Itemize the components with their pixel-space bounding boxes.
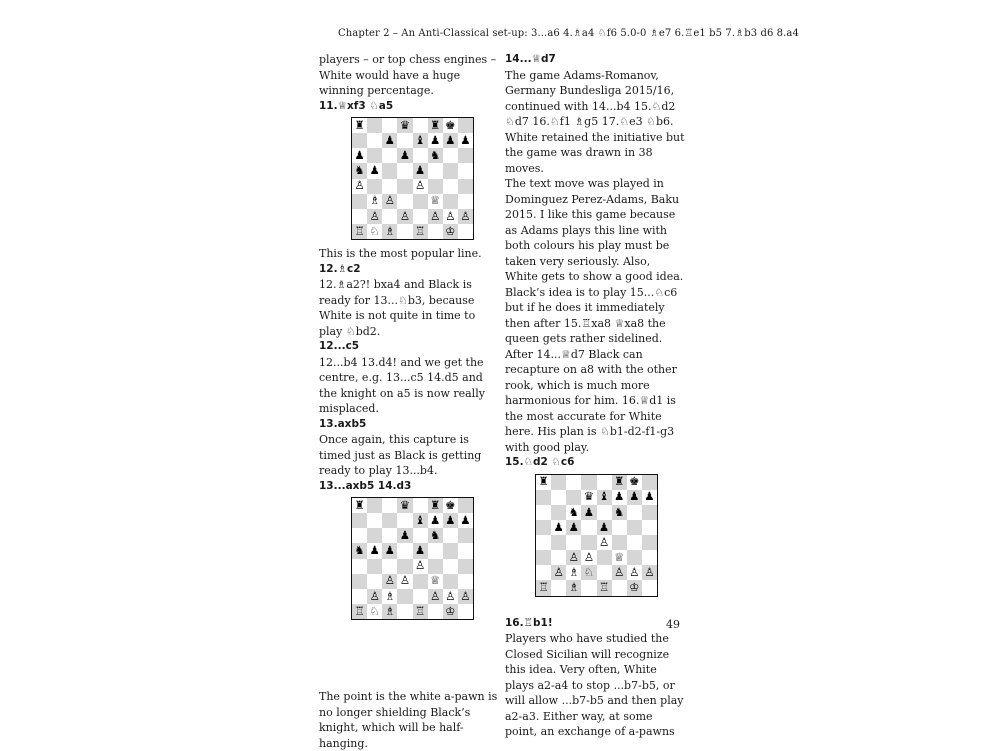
board-square: ♙ bbox=[382, 194, 397, 209]
board-square: ♙ bbox=[413, 179, 428, 194]
board-square: ♘ bbox=[581, 565, 596, 580]
board-square: ♙ bbox=[413, 559, 428, 574]
board-square bbox=[413, 209, 428, 224]
board-square bbox=[612, 580, 627, 595]
board-square bbox=[352, 194, 367, 209]
board-square bbox=[551, 535, 566, 550]
board-square bbox=[597, 550, 612, 565]
board-square bbox=[566, 535, 581, 550]
board-square: ♔ bbox=[627, 580, 642, 595]
paragraph: 12...b4 13.d4! and we get the centre, e.g. 13...c5 14.d5 and the knight on a5 is now really misplaced. bbox=[319, 355, 485, 415]
board-square bbox=[428, 163, 443, 178]
board-square: ♟ bbox=[443, 133, 458, 148]
board-square bbox=[536, 535, 551, 550]
move-heading: 15.♘d2 ♘c6 bbox=[505, 456, 575, 468]
paragraph: 12.♗a2?! bxa4 and Black is ready for 13...♘b3, because White is not quite in time to play ♘bd2. bbox=[319, 278, 476, 338]
board-square bbox=[397, 163, 412, 178]
board-square: ♟ bbox=[428, 133, 443, 148]
board-square: ♙ bbox=[352, 179, 367, 194]
board-square bbox=[367, 513, 382, 528]
board-square: ♟ bbox=[367, 163, 382, 178]
board-square: ♙ bbox=[428, 209, 443, 224]
move-heading: 16.♖b1! bbox=[505, 616, 553, 629]
board-square bbox=[458, 604, 473, 619]
chess-diagram-1 bbox=[351, 117, 474, 240]
board-square: ♝ bbox=[413, 133, 428, 148]
board-square bbox=[627, 535, 642, 550]
board-square bbox=[367, 574, 382, 589]
board-square: ♖ bbox=[352, 224, 367, 239]
board-square bbox=[581, 535, 596, 550]
move-heading: 11.♕xf3 ♘a5 bbox=[319, 99, 394, 112]
board-square bbox=[382, 148, 397, 163]
board-square: ♗ bbox=[367, 194, 382, 209]
board-square: ♞ bbox=[428, 528, 443, 543]
board-square bbox=[367, 133, 382, 148]
board-square bbox=[382, 163, 397, 178]
board-square bbox=[382, 118, 397, 133]
board-square: ♜ bbox=[352, 118, 367, 133]
paragraph: This is the most popular line. bbox=[319, 247, 482, 260]
board-square bbox=[367, 148, 382, 163]
board-square: ♟ bbox=[397, 528, 412, 543]
board-square: ♟ bbox=[428, 513, 443, 528]
board-square bbox=[458, 118, 473, 133]
board-square bbox=[597, 505, 612, 520]
board-square bbox=[352, 513, 367, 528]
board-square bbox=[413, 528, 428, 543]
board-square: ♗ bbox=[382, 589, 397, 604]
board-square: ♜ bbox=[352, 498, 367, 513]
board-square bbox=[458, 163, 473, 178]
board-square: ♙ bbox=[367, 589, 382, 604]
board-square bbox=[443, 148, 458, 163]
board-square bbox=[458, 559, 473, 574]
paragraph: The game Adams-Romanov, Germany Bundesliga 2015/16, continued with 14...b4 15.♘d2 ♘d7 16.♘f1 ♗g5 17.♘e3 ♘b6. White retained the initiative but the game was drawn in 38 moves. bbox=[505, 68, 685, 175]
board-square bbox=[443, 194, 458, 209]
board-square: ♜ bbox=[536, 475, 551, 490]
board-square: ♟ bbox=[581, 505, 596, 520]
board-square: ♛ bbox=[581, 490, 596, 505]
move-heading: 14...♕d7 bbox=[505, 53, 556, 65]
board-square: ♖ bbox=[597, 580, 612, 595]
board-square bbox=[536, 520, 551, 535]
board-square bbox=[413, 498, 428, 513]
board-square bbox=[352, 574, 367, 589]
board-square: ♙ bbox=[458, 209, 473, 224]
board-square bbox=[352, 528, 367, 543]
board-square bbox=[597, 475, 612, 490]
board-square bbox=[458, 194, 473, 209]
paragraph: players – or top chess engines – White would have a huge winning percentage. bbox=[319, 53, 497, 97]
board-square bbox=[443, 574, 458, 589]
board-square: ♙ bbox=[458, 589, 473, 604]
chess-diagram-3 bbox=[535, 474, 658, 597]
board-square: ♙ bbox=[443, 589, 458, 604]
board-square: ♟ bbox=[352, 148, 367, 163]
page-number: 49 bbox=[666, 618, 680, 631]
move-heading: 12...c5 bbox=[319, 340, 360, 352]
board-square: ♟ bbox=[397, 148, 412, 163]
board-square: ♟ bbox=[597, 520, 612, 535]
board-square: ♞ bbox=[352, 543, 367, 558]
board-square bbox=[597, 565, 612, 580]
board-square bbox=[566, 475, 581, 490]
board-square: ♖ bbox=[352, 604, 367, 619]
move-heading: 13...axb5 14.d3 bbox=[319, 479, 412, 492]
board-square: ♜ bbox=[612, 475, 627, 490]
board-square: ♟ bbox=[443, 513, 458, 528]
board-square: ♟ bbox=[458, 133, 473, 148]
board-square bbox=[458, 574, 473, 589]
board-square: ♘ bbox=[367, 604, 382, 619]
board-square: ♝ bbox=[597, 490, 612, 505]
board-square: ♔ bbox=[443, 604, 458, 619]
board-square bbox=[352, 589, 367, 604]
board-square bbox=[551, 475, 566, 490]
board-square bbox=[428, 179, 443, 194]
board-square bbox=[367, 118, 382, 133]
board-square bbox=[458, 528, 473, 543]
board-square bbox=[397, 543, 412, 558]
board-square bbox=[443, 559, 458, 574]
board-square bbox=[566, 490, 581, 505]
board-square bbox=[397, 589, 412, 604]
paragraph: Once again, this capture is timed just as Black is getting ready to play 13...b4. bbox=[319, 433, 482, 477]
board-square bbox=[443, 543, 458, 558]
board-square bbox=[382, 559, 397, 574]
board-square bbox=[612, 520, 627, 535]
move-heading: 13.axb5 bbox=[319, 417, 367, 430]
board-square: ♖ bbox=[536, 580, 551, 595]
board-square bbox=[367, 528, 382, 543]
board-square bbox=[458, 148, 473, 163]
board-square bbox=[536, 490, 551, 505]
paragraph: Black’s idea is to play 15...♘c6 but if he does it immediately then after 15.♖xa8 ♕xa8 the queen gets rather sidelined. After 14...♕d7 Black can recapture on a8 with the other rook, which is much more harmonious for him. 16.♕d1 is the most accurate for White here. His plan is ♘b1-d2-f1-g3 with good play. bbox=[505, 285, 678, 454]
board-square bbox=[397, 133, 412, 148]
board-square bbox=[352, 559, 367, 574]
board-square bbox=[642, 580, 657, 595]
board-square: ♞ bbox=[352, 163, 367, 178]
board-square bbox=[443, 179, 458, 194]
board-square bbox=[428, 543, 443, 558]
board-square bbox=[382, 209, 397, 224]
paragraph: Players who have studied the Closed Sicilian will recognize this idea. Very often, White plays a2-a4 to stop ...b7-b5, or will allow ...b7-b5 and then play a2-a3. Either way, at some point, an exchange of a-pawns bbox=[505, 632, 684, 738]
board-square: ♟ bbox=[642, 490, 657, 505]
board-square bbox=[397, 224, 412, 239]
board-square: ♗ bbox=[382, 604, 397, 619]
board-square bbox=[397, 559, 412, 574]
board-square bbox=[443, 528, 458, 543]
board-square bbox=[382, 498, 397, 513]
board-square bbox=[443, 163, 458, 178]
paragraph: The point is the white a-pawn is no longer shielding Black’s knight, which will be half-hanging. bbox=[319, 690, 498, 750]
board-square: ♚ bbox=[443, 118, 458, 133]
board-square: ♙ bbox=[428, 589, 443, 604]
board-square: ♞ bbox=[612, 505, 627, 520]
paragraph: The text move was played in Dominguez Perez-Adams, Baku 2015. I like this game because as Adams plays this line with both colours his play must be taken very seriously. Also, White gets to show a good idea. bbox=[505, 177, 684, 283]
left-column bbox=[319, 52, 499, 751]
board-square: ♗ bbox=[566, 565, 581, 580]
board-square: ♙ bbox=[443, 209, 458, 224]
board-square bbox=[367, 559, 382, 574]
board-square bbox=[642, 520, 657, 535]
board-square: ♗ bbox=[382, 224, 397, 239]
board-square bbox=[581, 580, 596, 595]
board-square: ♞ bbox=[428, 148, 443, 163]
board-square: ♖ bbox=[413, 604, 428, 619]
board-square bbox=[458, 224, 473, 239]
board-square bbox=[382, 528, 397, 543]
board-square bbox=[382, 179, 397, 194]
board-square bbox=[627, 505, 642, 520]
board-square bbox=[352, 133, 367, 148]
board-square: ♗ bbox=[566, 580, 581, 595]
board-square bbox=[536, 550, 551, 565]
board-square bbox=[428, 224, 443, 239]
board-square: ♟ bbox=[458, 513, 473, 528]
board-square: ♛ bbox=[397, 498, 412, 513]
board-square bbox=[581, 475, 596, 490]
board-square bbox=[397, 194, 412, 209]
move-heading: 12.♗c2 bbox=[319, 262, 361, 275]
board-square: ♟ bbox=[566, 520, 581, 535]
board-square: ♙ bbox=[551, 565, 566, 580]
board-square bbox=[413, 194, 428, 209]
board-square bbox=[581, 520, 596, 535]
board-square: ♝ bbox=[413, 513, 428, 528]
board-square bbox=[397, 513, 412, 528]
board-square bbox=[551, 505, 566, 520]
board-square: ♙ bbox=[397, 574, 412, 589]
board-square: ♚ bbox=[443, 498, 458, 513]
chess-diagram-2 bbox=[351, 497, 474, 620]
board-square: ♛ bbox=[397, 118, 412, 133]
board-square: ♖ bbox=[413, 224, 428, 239]
board-square bbox=[413, 148, 428, 163]
board-square: ♟ bbox=[413, 543, 428, 558]
board-square bbox=[642, 505, 657, 520]
board-square bbox=[458, 543, 473, 558]
board-square bbox=[367, 498, 382, 513]
board-square: ♞ bbox=[566, 505, 581, 520]
board-square: ♚ bbox=[627, 475, 642, 490]
board-square bbox=[627, 550, 642, 565]
board-square: ♟ bbox=[367, 543, 382, 558]
board-square bbox=[612, 535, 627, 550]
board-square bbox=[642, 535, 657, 550]
board-square: ♕ bbox=[612, 550, 627, 565]
board-square: ♟ bbox=[627, 490, 642, 505]
board-square bbox=[352, 209, 367, 224]
board-square bbox=[428, 604, 443, 619]
board-square bbox=[551, 550, 566, 565]
board-square: ♙ bbox=[566, 550, 581, 565]
board-square bbox=[642, 475, 657, 490]
board-square: ♔ bbox=[443, 224, 458, 239]
board-square: ♙ bbox=[581, 550, 596, 565]
board-square: ♙ bbox=[612, 565, 627, 580]
board-square bbox=[382, 513, 397, 528]
board-square: ♙ bbox=[382, 574, 397, 589]
board-square bbox=[551, 490, 566, 505]
running-header: Chapter 2 – An Anti-Classical set-up: 3...a6 4.♗a4 ♘f6 5.0-0 ♗e7 6.♖e1 b5 7.♗b3 d6 8.a4 bbox=[338, 28, 799, 39]
board-square bbox=[536, 505, 551, 520]
board-square bbox=[551, 580, 566, 595]
board-square: ♟ bbox=[382, 133, 397, 148]
board-square: ♟ bbox=[551, 520, 566, 535]
board-square: ♕ bbox=[428, 574, 443, 589]
board-square bbox=[397, 604, 412, 619]
board-square bbox=[458, 498, 473, 513]
board-square bbox=[413, 589, 428, 604]
board-square bbox=[413, 574, 428, 589]
board-square: ♙ bbox=[627, 565, 642, 580]
board-square bbox=[413, 118, 428, 133]
board-square: ♙ bbox=[597, 535, 612, 550]
board-square bbox=[397, 179, 412, 194]
right-column bbox=[505, 52, 685, 740]
board-square: ♟ bbox=[413, 163, 428, 178]
board-square bbox=[367, 179, 382, 194]
board-square bbox=[642, 550, 657, 565]
board-square bbox=[627, 520, 642, 535]
board-square: ♟ bbox=[382, 543, 397, 558]
board-square bbox=[458, 179, 473, 194]
board-square: ♟ bbox=[612, 490, 627, 505]
board-square: ♜ bbox=[428, 498, 443, 513]
board-square bbox=[536, 565, 551, 580]
board-square: ♘ bbox=[367, 224, 382, 239]
board-square: ♕ bbox=[428, 194, 443, 209]
board-square: ♙ bbox=[642, 565, 657, 580]
board-square: ♙ bbox=[397, 209, 412, 224]
board-square: ♜ bbox=[428, 118, 443, 133]
board-square bbox=[428, 559, 443, 574]
board-square: ♙ bbox=[367, 209, 382, 224]
